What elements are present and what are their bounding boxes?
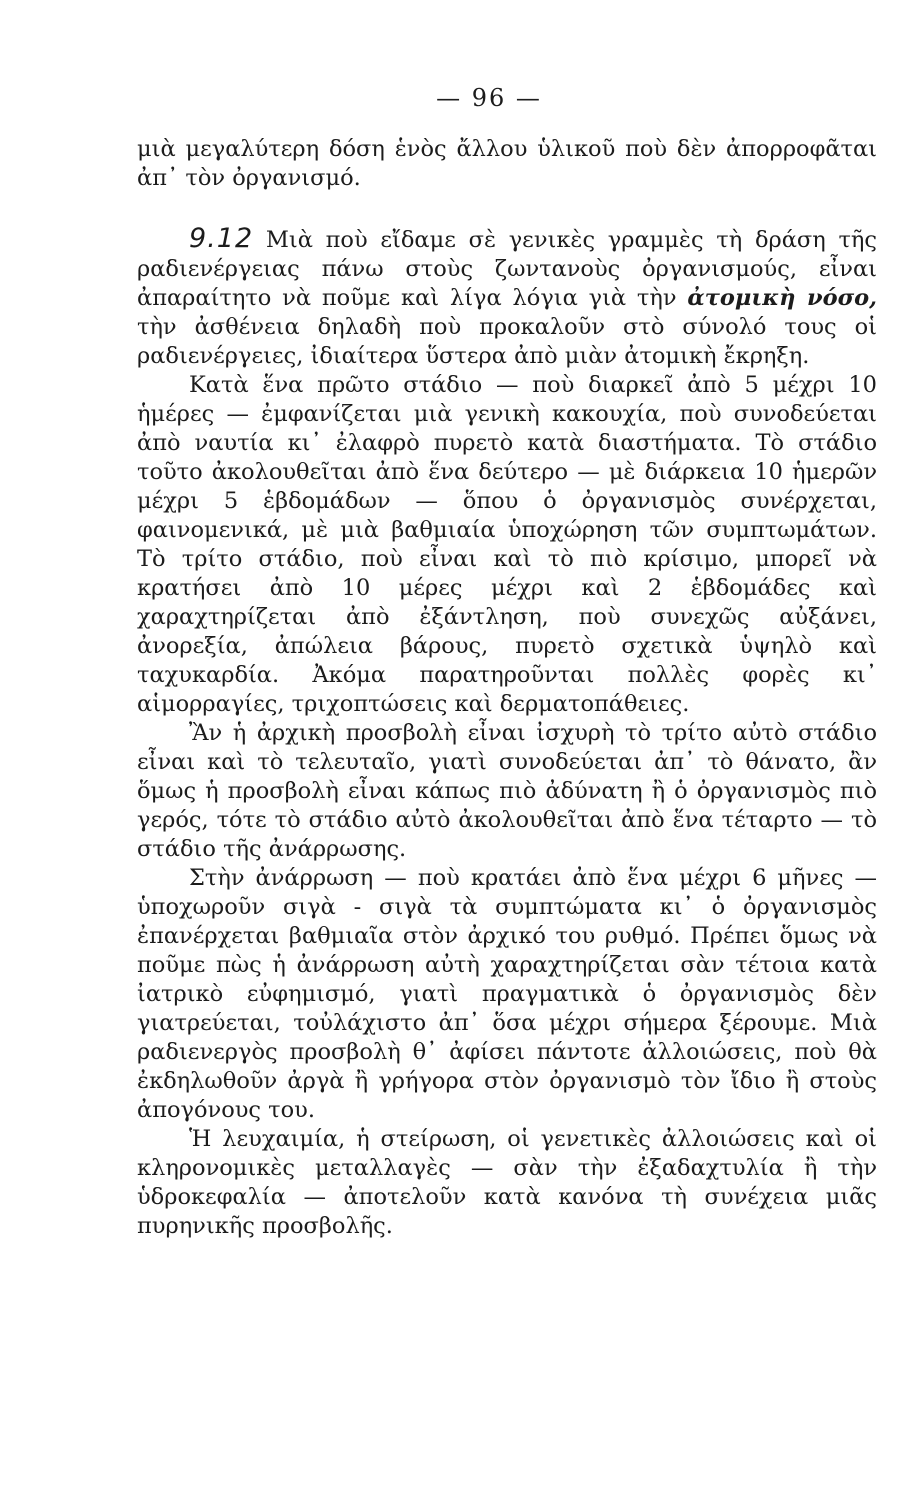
section-number: 9.12 (189, 223, 254, 254)
emphasized-term: ἀτομικὴ νόσο, (687, 285, 878, 311)
page-number: — 96 — (436, 84, 542, 112)
body-text (137, 135, 877, 1241)
section-intro-text-b: τὴν ἀσθένεια δηλαδὴ ποὺ προκαλοῦν στὸ σύνολό τους οἱ ραδιενέργειες, ἰδιαίτερα ὕστερα ἀπὸ μιὰν ἀτομικὴ ἔκρηξη. (137, 314, 877, 369)
paragraph-continuation: μιὰ μεγαλύτερη δόση ἑνὸς ἄλλου ὑλικοῦ ποὺ δὲν ἀπορροφᾶται ἀπ᾿ τὸν ὀργανισμό. (137, 136, 877, 191)
section-intro-text-a: Μιὰ ποὺ εἴδαμε σὲ γενικὲς γραμμὲς τὴ δράση τῆς ραδιενέργειας πάνω στοὺς ζωντανοὺς ὀργανισμούς, εἶναι ἀπαραίτητο νὰ ποῦμε καὶ λίγα λόγια γιὰ τὴν (137, 227, 878, 311)
paragraph-section-intro (137, 224, 877, 371)
paragraph-outcome: Ἂν ἡ ἀρχικὴ προσβολὴ εἶναι ἰσχυρὴ τὸ τρίτο αὐτὸ στάδιο εἶναι καὶ τὸ τελευταῖο, γιατὶ συνοδεύεται ἀπ᾿ τὸ θάνατο, ἂν ὅμως ἡ προσβολὴ εἶναι κάπως πιὸ ἀδύνατη ἢ ὁ ὀργανισμὸς πιὸ γερός, τότε τὸ στάδιο αὐτὸ ἀκολουθεῖται ἀπὸ ἕνα τέταρτο — τὸ στάδιο τῆς ἀνάρρωσης. (137, 720, 877, 862)
paragraph-recovery: Στὴν ἀνάρρωση — ποὺ κρατάει ἀπὸ ἕνα μέχρι 6 μῆνες — ὑποχωροῦν σιγὰ - σιγὰ τὰ συμπτώματα κι᾿ ὁ ὀργανισμὸς ἐπανέρχεται βαθμιαῖα στὸν ἀρχικό του ρυθμό. Πρέπει ὅμως νὰ ποῦμε πὼς ἡ ἀνάρρωση αὐτὴ χαραχτηρίζεται σὰν τέτοια κατὰ ἰατρικὸ εὐφημισμό, γιατὶ πραγματικὰ ὁ ὀργανισμὸς δὲν γιατρεύεται, τοὐλάχιστο ἀπ᾿ ὅσα μέχρι σήμερα ξέρουμε. Μιὰ ραδιενεργὸς προσβολὴ θ᾿ ἀφίσει πάντοτε ἀλλοιώσεις, ποὺ θὰ ἐκδηλωθοῦν ἀργὰ ἢ γρήγορα στὸν ὀργανισμὸ τὸν ἴδιο ἢ στοὺς ἀπογόνους του. (137, 865, 877, 1123)
paragraph-long-term-effects: Ἡ λευχαιμία, ἡ στείρωση, οἱ γενετικὲς ἀλλοιώσεις καὶ οἱ κληρονομικὲς μεταλλαγὲς — σὰν τὴν ἐξαδαχτυλία ἢ τὴν ὑδροκεφαλία — ἀποτελοῦν κατὰ κανόνα τὴ συνέχεια μιᾶς πυρηνικῆς προσβολῆς. (137, 1126, 877, 1239)
paragraph-stages: Κατὰ ἕνα πρῶτο στάδιο — ποὺ διαρκεῖ ἀπὸ 5 μέχρι 10 ἡμέρες — ἐμφανίζεται μιὰ γενικὴ κακουχία, ποὺ συνοδεύεται ἀπὸ ναυτία κι᾿ ἐλαφρὸ πυρετὸ κατὰ διαστήματα. Τὸ στάδιο τοῦτο ἀκολουθεῖται ἀπὸ ἕνα δεύτερο — μὲ διάρκεια 10 ἡμερῶν μέχρι 5 ἑβδομάδων — ὅπου ὁ ὀργανισμὸς συνέρχεται, φαινομενικά, μὲ μιὰ βαθμιαία ὑποχώρηση τῶν συμπτωμάτων. Τὸ τρίτο στάδιο, ποὺ εἶναι καὶ τὸ πιὸ κρίσιμο, μπορεῖ νὰ κρατήσει ἀπὸ 10 μέρες μέχρι καὶ 2 ἑβδομάδες καὶ χαραχτηρίζεται ἀπὸ ἐξάντληση, ποὺ συνεχῶς αὐξάνει, ἀνορεξία, ἀπώλεια βάρους, πυρετὸ σχετικὰ ὑψηλὸ καὶ ταχυκαρδία. Ἀκόμα παρατηροῦνται πολλὲς φορὲς κι᾿ αἱμορραγίες, τριχοπτώσεις καὶ δερματοπάθειες. (137, 372, 877, 717)
